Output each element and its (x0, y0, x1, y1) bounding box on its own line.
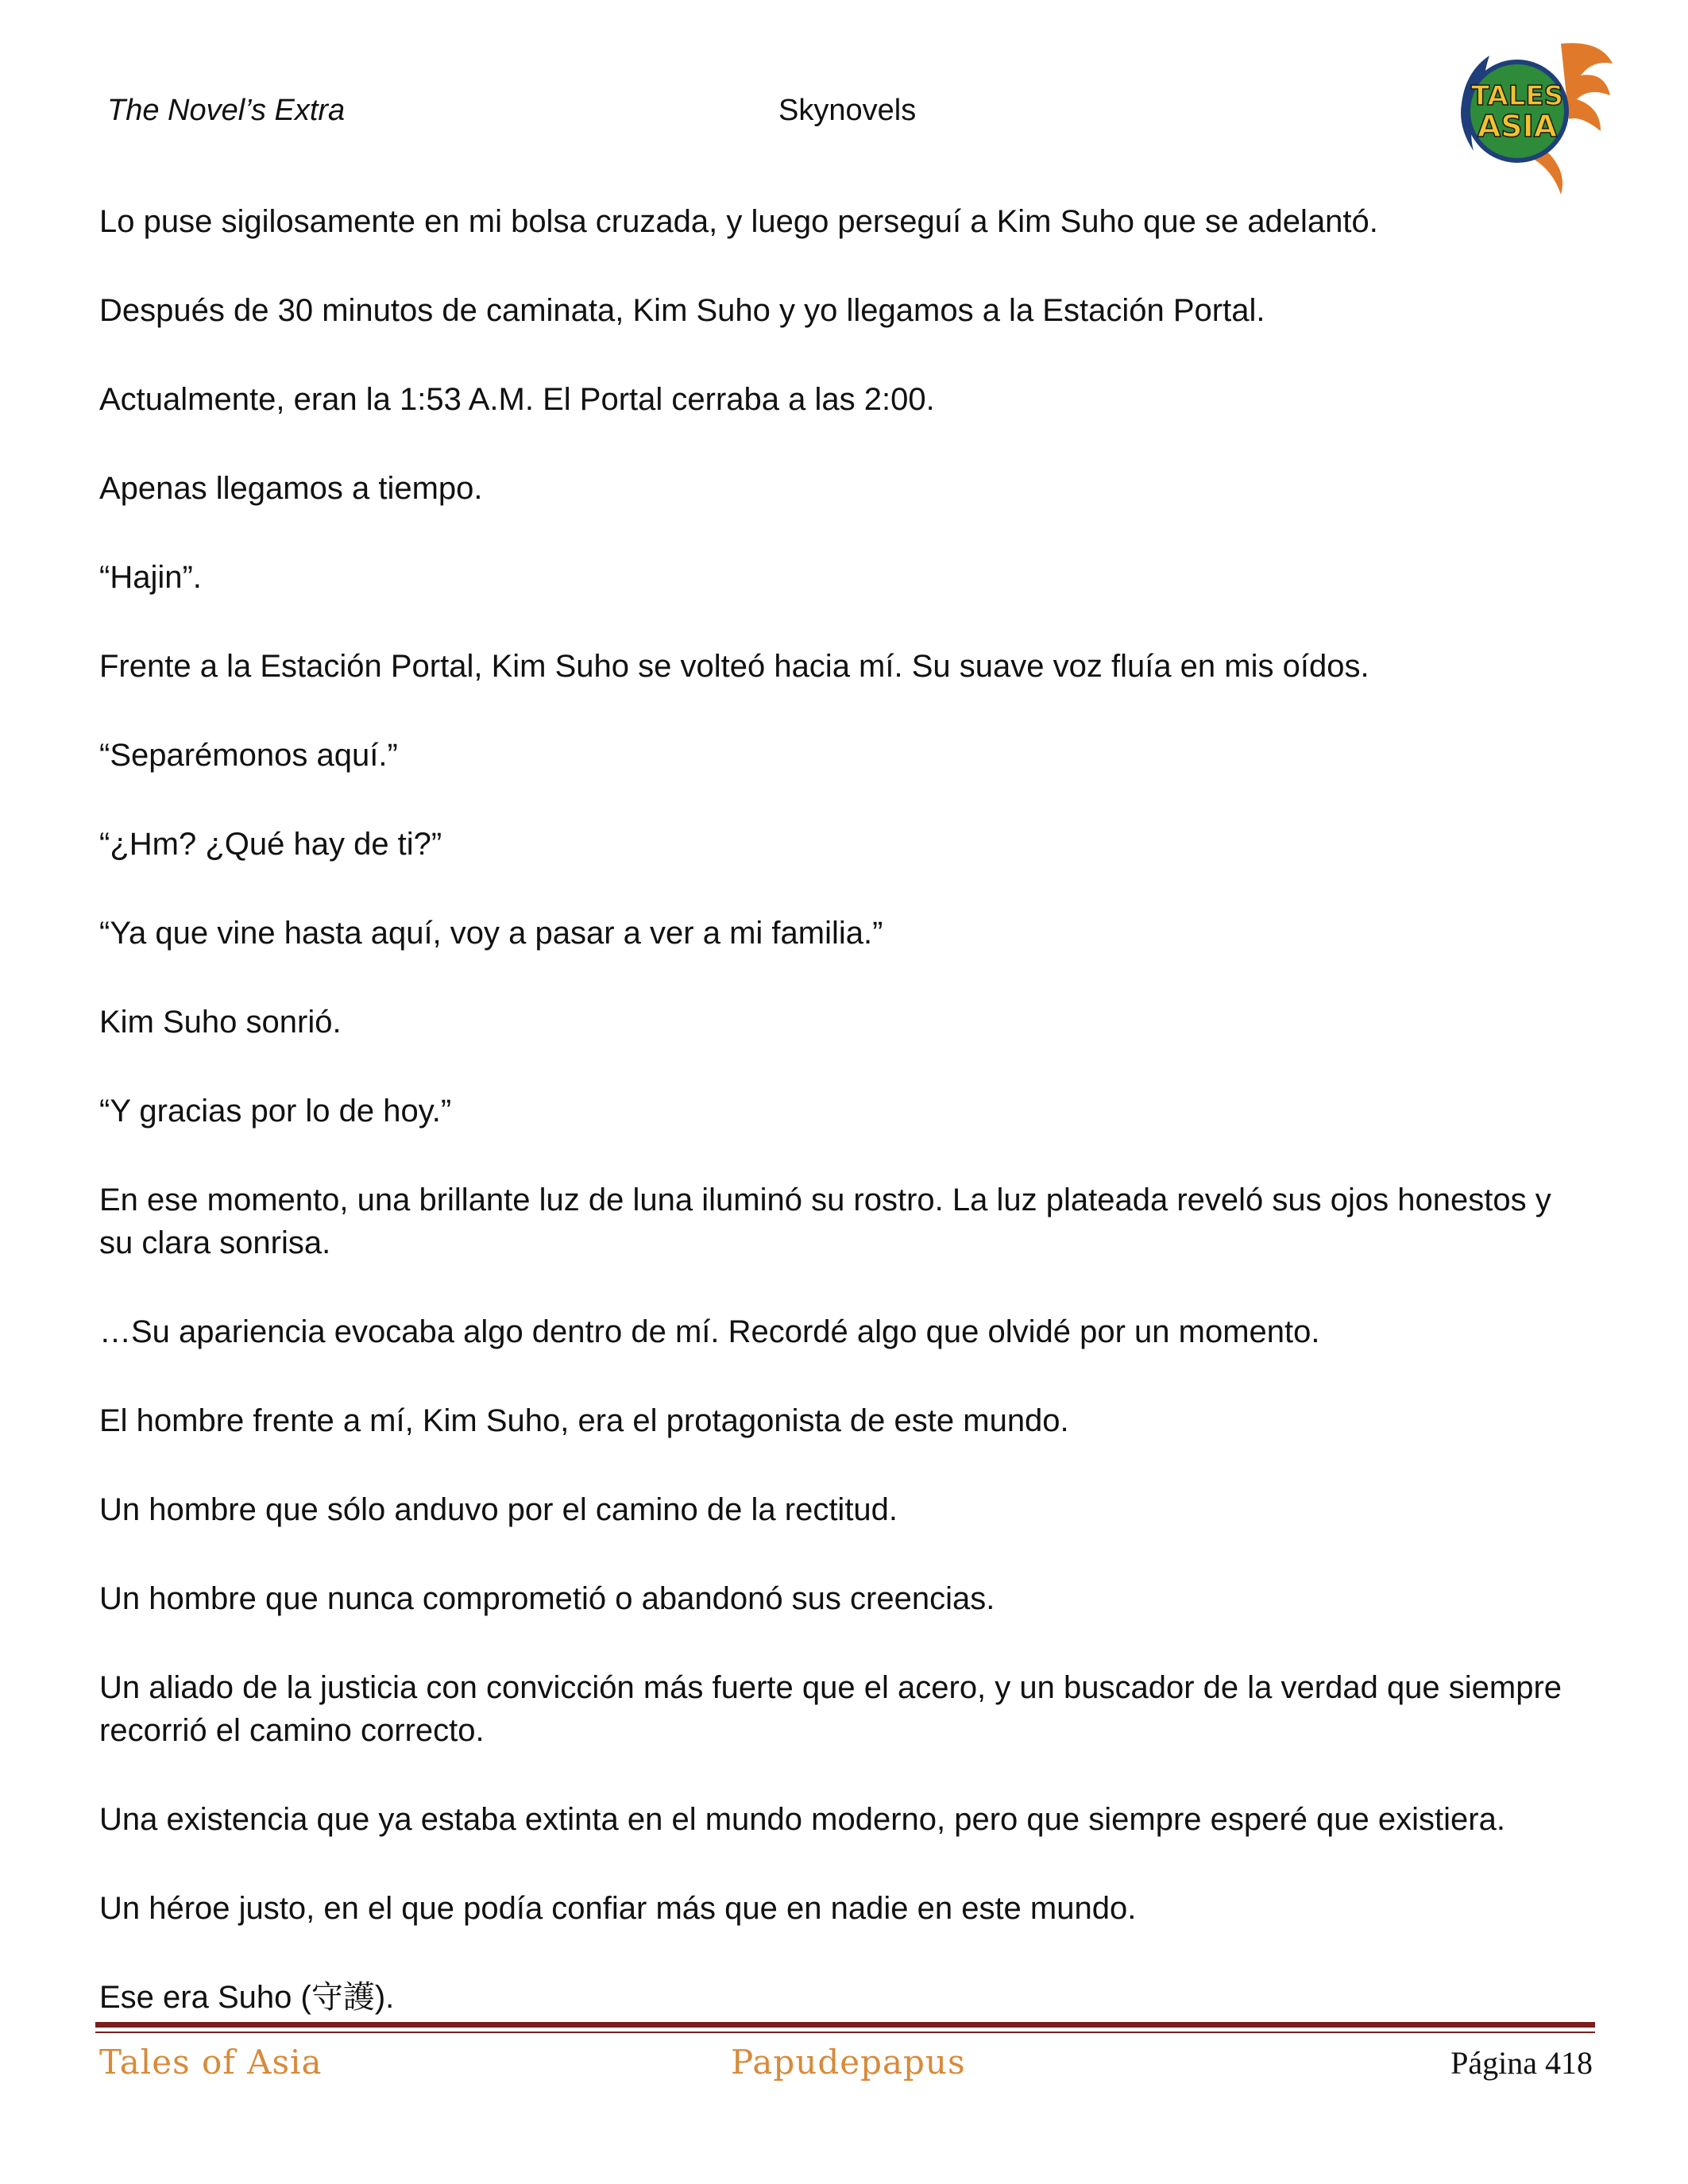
page-number: Página 418 (1450, 2045, 1593, 2081)
paragraph: En ese momento, una brillante luz de luna iluminó su rostro. La luz plateada reveló sus ojos honestos y su clara sonrisa. (99, 1183, 1551, 1260)
paragraph: “Hajin”. (99, 560, 202, 595)
paragraph: Un hombre que sólo anduvo por el camino de la rectitud. (99, 1492, 898, 1527)
paragraph: Después de 30 minutos de caminata, Kim Suho y yo llegamos a la Estación Portal. (99, 293, 1265, 328)
paragraph: “¿Hm? ¿Qué hay de ti?” (99, 827, 442, 862)
paragraph: …Su apariencia evocaba algo dentro de mí. Recordé algo que olvidé por un momento. (99, 1314, 1320, 1349)
logo-text-tales: TALES (1470, 80, 1564, 112)
paragraph: Kim Suho sonrió. (99, 1005, 342, 1040)
body-text (99, 200, 1593, 2065)
logo-text-asia: ASIA (1477, 109, 1558, 144)
logo-wing-right (1561, 43, 1613, 131)
paragraph: Un héroe justo, en el que podía confiar más que en nadie en este mundo. (99, 1891, 1137, 1926)
tales-of-asia-logo-icon (1442, 32, 1620, 199)
paragraph: Un hombre que nunca comprometió o abandonó sus creencias. (99, 1581, 995, 1616)
paragraph: Actualmente, eran la 1:53 A.M. El Portal cerraba a las 2:00. (99, 382, 935, 417)
paragraph: Lo puse sigilosamente en mi bolsa cruzada, y luego perseguí a Kim Suho que se adelantó. (99, 204, 1378, 239)
footer-site-name: Tales of Asia (99, 2043, 323, 2082)
footer-translator: Papudepapus (731, 2043, 966, 2082)
header-source: Skynovels (778, 94, 917, 127)
paragraph: Un aliado de la justicia con convicción más fuerte que el acero, y un buscador de la verdad que siempre recorrió el camino correcto. (99, 1670, 1562, 1748)
paragraph: Una existencia que ya estaba extinta en el mundo moderno, pero que siempre esperé que existiera. (99, 1802, 1505, 1837)
paragraph: El hombre frente a mí, Kim Suho, era el protagonista de este mundo. (99, 1403, 1069, 1438)
paragraph: Frente a la Estación Portal, Kim Suho se volteó hacia mí. Su suave voz fluía en mis oídos. (99, 649, 1369, 684)
paragraph: “Y gracias por lo de hoy.” (99, 1094, 452, 1129)
paragraph: Ese era Suho (守護). (99, 1980, 395, 2015)
paragraph: Apenas llegamos a tiempo. (99, 471, 483, 506)
paragraph: “Separémonos aquí.” (99, 738, 398, 773)
paragraph: “Ya que vine hasta aquí, voy a pasar a ver a mi familia.” (99, 916, 883, 951)
header-novel-title: The Novel’s Extra (107, 94, 346, 127)
footer-divider-thin (95, 2032, 1595, 2033)
footer-divider (95, 2022, 1595, 2028)
